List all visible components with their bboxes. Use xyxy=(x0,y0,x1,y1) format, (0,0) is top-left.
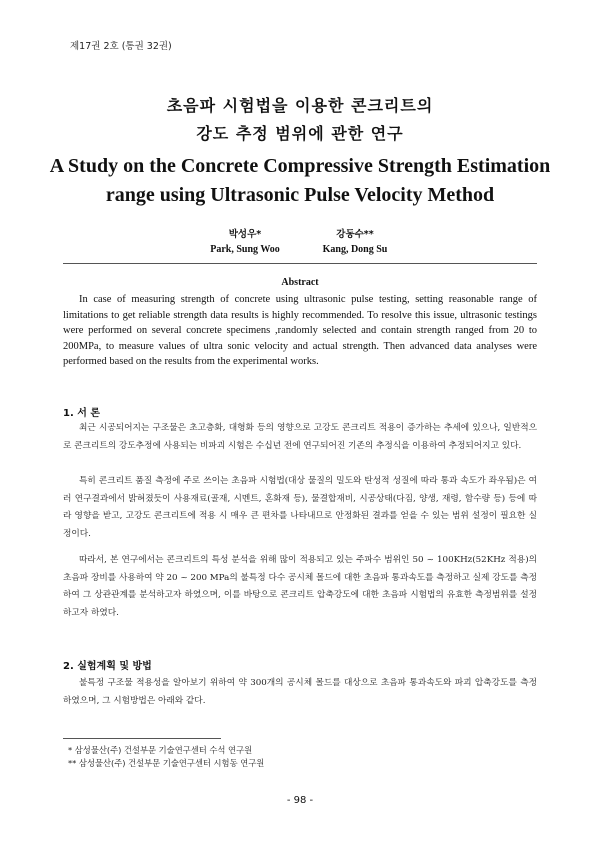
korean-title-line-1: 초음파 시험법을 이용한 콘크리트의 xyxy=(166,96,434,115)
journal-volume-header: 제17권 2호 (통권 32권) xyxy=(70,41,172,52)
page-number: - 98 - xyxy=(286,795,314,806)
abstract-text: In case of measuring strength of concrete using ultrasonic pulse testing, setting reasonable range of limitations to get reliable strength data results is highly recommended. To resolve this issue, ultrasonic testings were performed on several concrete specimens ,randomly selected and contain strength ranged from 20 to 200MPa, to measure values of ultra sonic velocity and actual strength. Then advanced data analyses were performed based on the results from the experimental works. xyxy=(63,294,537,367)
korean-title-line-2: 강도 추정 범위에 관한 연구 xyxy=(196,124,404,143)
abstract-heading: Abstract xyxy=(281,277,319,288)
footnote-1: * 삼성물산(주) 건설부문 기술연구센터 수석 연구원 xyxy=(68,745,253,755)
footnote-divider xyxy=(63,738,221,739)
author-2 xyxy=(295,226,415,255)
section-2-paragraph-1: 불특정 구조물 적용성을 알아보기 위하여 약 300개의 공시체 몰드를 대상으로 초음파 통과속도와 파괴 압축강도를 측정하였으며, 그 시험방법은 아래와 같다. xyxy=(63,678,537,706)
author-2-korean-name: 강동수** xyxy=(336,229,374,240)
author-1-english-name: Park, Sung Woo xyxy=(210,244,280,255)
section-1-paragraph-3: 따라서, 본 연구에서는 콘크리트의 특성 분석을 위해 많이 적용되고 있는 주파수 범위인 50 ~ 100KHz(52KHz 적용)의 초음파 장비를 사용하여 약 20 ~ 200 MPa의 불특정 다수 공시체 몰드에 대한 초음파 통과속도를 측정하고 실제 강도를 측정하여 그 상관관계를 분석하고자 하였으며, 이를 바탕으로 콘크리트 압축강도에 대한 초음파 시험법의 유효한 측정범위를 설정하고자 하였다. xyxy=(63,555,537,618)
english-title-line-1: A Study on the Concrete Compressive Strength Estimation xyxy=(49,155,551,177)
section-1-heading: 1. 서 론 xyxy=(63,408,101,419)
section-1-paragraph-2: 특히 콘크리트 품질 측정에 주로 쓰이는 초음파 시험법(대상 물질의 밀도와 탄성적 성질에 따라 통과 속도가 좌우됨)은 여러 연구결과에서 밝혀졌듯이 사용재료(골재, 시멘트, 혼화재 등), 물결합재비, 시공상태(다짐, 양생, 재령, 함수량 등) 등에 따라 영향을 받고, 고강도 콘크리트에 적용 시 매우 큰 편차를 나타내므로 안정화된 결과를 얻을 수 있는 범위 설정이 필요한 실정이다. xyxy=(63,476,537,539)
title-divider xyxy=(63,263,537,264)
section-2-heading: 2. 실험계획 및 방법 xyxy=(63,661,152,672)
section-1-paragraph-1: 최근 시공되어지는 구조물은 초고층화, 대형화 등의 영향으로 고강도 콘크리트 적용이 증가하는 추세에 있으나, 일반적으로 콘크리트의 강도추정에 사용되는 비파괴 시험은 수십년 전에 연구되어진 기존의 추정식을 이용하여 추정되어지고 있다. xyxy=(63,423,537,451)
footnote-2: ** 삼성물산(주) 건설부문 기술연구센터 시험동 연구원 xyxy=(68,758,265,768)
author-1-korean-name: 박성우* xyxy=(228,229,262,240)
english-title-line-2: range using Ultrasonic Pulse Velocity Method xyxy=(105,184,495,206)
author-2-english-name: Kang, Dong Su xyxy=(322,244,388,255)
author-1 xyxy=(185,226,305,255)
